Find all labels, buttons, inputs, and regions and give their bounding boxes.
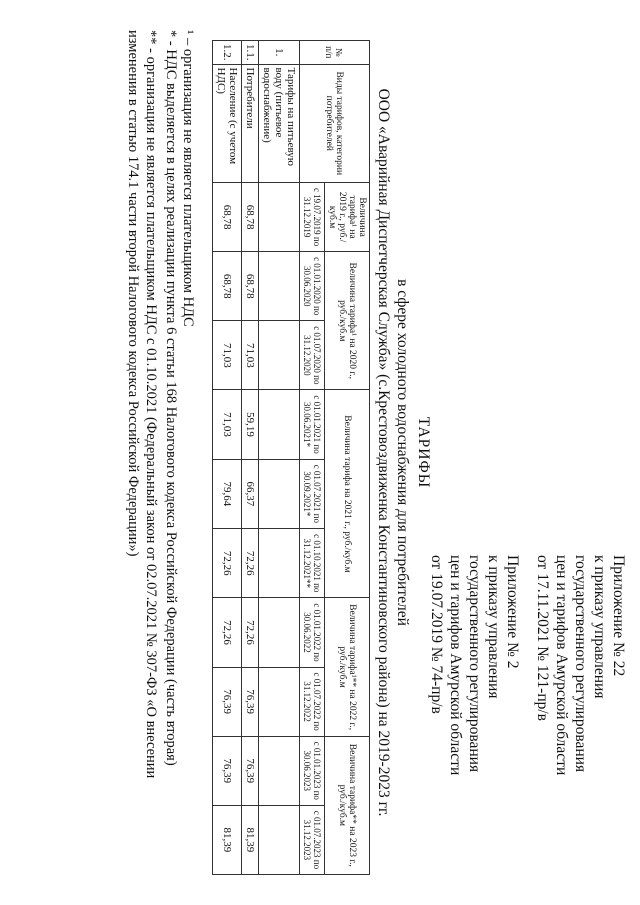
tariff-cell: 76,39 <box>213 736 242 805</box>
table-row <box>259 41 300 875</box>
tariff-cell: 59,19 <box>242 390 259 459</box>
tariff-cell <box>259 529 300 598</box>
header-number: № п/п <box>300 41 370 65</box>
tariff-cell <box>259 736 300 805</box>
appendix-line: цен и тарифов Амурской области <box>447 555 464 776</box>
header-tariff-kind: Виды тарифов, категории потребителей <box>300 64 370 183</box>
tariff-cell <box>259 321 300 390</box>
row-number: 1. <box>259 41 300 65</box>
tariff-cell: 68,78 <box>213 183 242 252</box>
period-header: с 01.07.2022 по 31.12.2022 <box>300 667 325 736</box>
tariff-cell: 68,78 <box>242 252 259 321</box>
appendix-line: Приложение № 22 <box>610 555 627 677</box>
tariff-cell: 66,37 <box>242 459 259 528</box>
appendix-22-block <box>533 555 628 885</box>
row-name: Потребители <box>242 64 259 183</box>
period-header: с 01.10.2021 по 31.12.2021** <box>300 529 325 598</box>
header-2020: Величина тарифа¹ на 2020 г., руб./куб.м <box>325 252 370 390</box>
period-header: с 01.01.2022 по 30.06.2022 <box>300 598 325 667</box>
tariff-cell: 68,78 <box>213 252 242 321</box>
tariff-cell: 72,26 <box>242 598 259 667</box>
header-2023: Величина тарифа** на 2023 г., руб./куб.м <box>325 736 370 874</box>
period-header: с 01.01.2021 по 30.06.2021* <box>300 390 325 459</box>
tariff-cell: 81,39 <box>242 805 259 874</box>
tariff-cell: 76,39 <box>213 667 242 736</box>
appendix-line: к приказу управления <box>485 555 502 699</box>
appendix-line: от 19.07.2019 № 74-пр/в <box>428 555 445 714</box>
tariff-cell: 72,26 <box>213 529 242 598</box>
appendix-line: от 17.11.2021 № 121-пр/в <box>534 555 551 721</box>
row-name: Население (с учетом НДС) <box>213 64 242 183</box>
tariff-cell <box>259 183 300 252</box>
tariff-cell: 68,78 <box>242 183 259 252</box>
tariff-cell: 72,26 <box>242 529 259 598</box>
period-header: с 01.07.2021 по 30.09.2021* <box>300 459 325 528</box>
tariff-cell <box>259 459 300 528</box>
tariff-cell: 71,03 <box>242 321 259 390</box>
tariff-cell: 71,03 <box>213 390 242 459</box>
document-title: ТАРИФЫ <box>415 416 432 489</box>
tariff-cell: 79,64 <box>213 459 242 528</box>
appendix-2-block <box>427 555 522 885</box>
appendix-line: государственного регулирования <box>466 555 483 773</box>
appendix-line: цен и тарифов Амурской области <box>553 555 570 776</box>
period-header: с 01.01.2020 по 30.06.2020 <box>300 252 325 321</box>
tariff-cell: 71,03 <box>213 321 242 390</box>
document-subtitle: в сфере холодного водоснабжения для потребителей <box>394 279 411 626</box>
period-header: с 01.07.2020 по 31.12.2020 <box>300 321 325 390</box>
tariff-cell: 76,39 <box>242 736 259 805</box>
document-subtitle-organization: ООО «Аварийная Диспетчерская Служба» (с.Крестовоздвиженка Константиновского района) на 2019-2023 гг. <box>375 88 392 817</box>
footnote-double-star: ** - организация не является плательщиком НДС с 01.10.2021 (Федеральный закон от 02.07.2021 № 307-ФЗ «О внесении <box>143 30 159 779</box>
tariff-cell <box>259 805 300 874</box>
footnote-star: * - НДС выделяется в целях реализации пункта 6 статьи 168 Налогового кодекса Российской Федерации (часть вторая) <box>163 30 179 766</box>
tariff-cell <box>259 252 300 321</box>
footnote-vat: ¹ – организация не является плательщиком НДС <box>180 30 196 327</box>
tariff-cell: 72,26 <box>213 598 242 667</box>
tariff-cell <box>259 390 300 459</box>
tariff-cell: 76,39 <box>242 667 259 736</box>
appendix-line: к приказу управления <box>591 555 608 699</box>
tariff-cell <box>259 598 300 667</box>
table-row <box>242 41 259 875</box>
header-2019: Величина тарифа¹ на 2019 г., руб./куб.м <box>325 183 370 252</box>
period-header: с 01.01.2023 по 30.06.2023 <box>300 736 325 805</box>
tariff-cell: 81,39 <box>213 805 242 874</box>
appendix-line: Приложение № 2 <box>504 555 521 669</box>
header-2021: Величина тарифа на 2021 г., руб./куб.м <box>325 390 370 598</box>
period-header: с 19.07.2019 по 31.12.2019 <box>300 183 325 252</box>
header-row <box>325 41 370 875</box>
period-header: с 01.07.2023 по 31.12.2023 <box>300 805 325 874</box>
appendix-line: государственного регулирования <box>572 555 589 773</box>
header-2022: Величина тарифа¹** на 2022 г., руб./куб.м <box>325 598 370 736</box>
row-number: 1.1. <box>242 41 259 65</box>
row-name: Тарифы на питьевую воду (питьевое водоснабжение) <box>259 64 300 183</box>
table-row <box>213 41 242 875</box>
tariff-table <box>212 40 370 875</box>
row-number: 1.2. <box>213 41 242 65</box>
tariff-cell <box>259 667 300 736</box>
footnote-double-star-cont: изменения в статью 174.1 части второй Налогового кодекса Российской Федерации») <box>125 30 141 557</box>
